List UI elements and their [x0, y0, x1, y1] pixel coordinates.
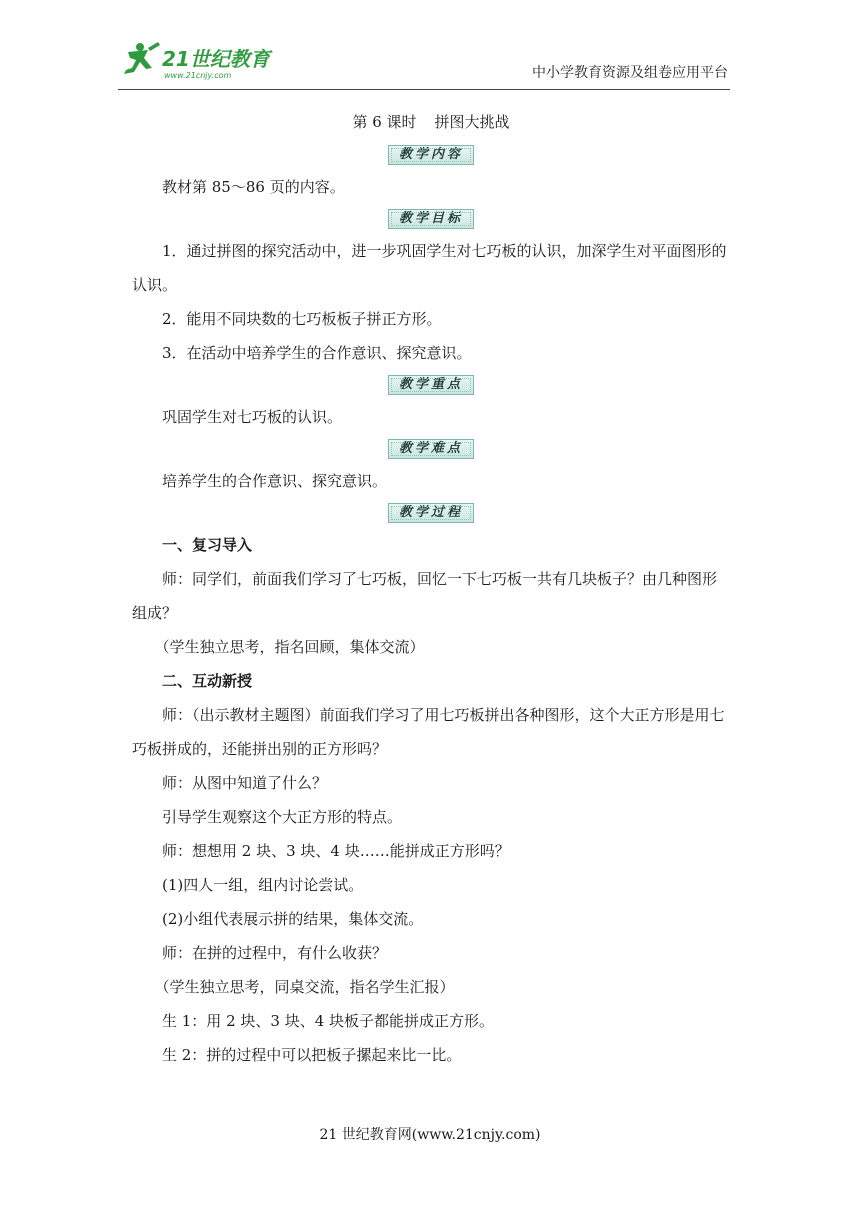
- paragraph: 生 1：用 2 块、3 块、4 块板子都能拼成正方形。: [162, 1012, 495, 1030]
- badge-goals: 教学目标: [388, 209, 474, 229]
- difficulty-text: 培养学生的合作意识、探究意识。: [162, 472, 388, 490]
- goal-item: 2．能用不同块数的七巧板板子拼正方形。: [162, 310, 442, 328]
- badge-content: 教学内容: [388, 145, 474, 165]
- section-heading: 二、互动新授: [162, 672, 253, 690]
- page-header: [0, 0, 860, 92]
- note: （学生独立思考，指名回顾，集体交流）: [154, 638, 425, 656]
- running-figure-icon: [124, 42, 160, 74]
- document-body: [132, 104, 730, 1072]
- paragraph: (1)四人一组，组内讨论尝试。: [162, 876, 364, 894]
- paragraph: (2)小组代表展示拼的结果，集体交流。: [162, 910, 424, 928]
- key-point-text: 巩固学生对七巧板的认识。: [162, 408, 343, 426]
- paragraph: 师：同学们，前面我们学习了七巧板，回忆一下七巧板一共有几块板子？由几种图形组成？: [132, 570, 718, 622]
- badge-key-points: 教学重点: [388, 375, 474, 395]
- paragraph: 师：（出示教材主题图）前面我们学习了用七巧板拼出各种图形，这个大正方形是用七巧板拼成的，还能拼出别的正方形吗？: [132, 706, 725, 758]
- paragraph: 引导学生观察这个大正方形的特点。: [162, 808, 403, 826]
- paragraph: 师：在拼的过程中，有什么收获？: [162, 944, 388, 962]
- header-divider: [118, 89, 730, 90]
- paragraph: 师：从图中知道了什么？: [162, 774, 328, 792]
- page-footer: 21 世纪教育网(www.21cnjy.com): [319, 1127, 541, 1143]
- header-platform-text: 中小学教育资源及组卷应用平台: [532, 65, 728, 81]
- paragraph: 师：想想用 2 块、3 块、4 块……能拼成正方形吗？: [162, 842, 510, 860]
- goal-item: 1．通过拼图的探究活动中，进一步巩固学生对七巧板的认识，加深学生对平面图形的认识。: [132, 242, 727, 294]
- logo-url: www.21cnjy.com: [164, 71, 232, 80]
- content-text: 教材第 85～86 页的内容。: [162, 178, 345, 196]
- goal-item: 3．在活动中培养学生的合作意识、探究意识。: [162, 344, 472, 362]
- badge-process: 教学过程: [388, 503, 474, 523]
- logo: [118, 38, 288, 84]
- paragraph: 生 2：拼的过程中可以把板子摞起来比一比。: [162, 1046, 462, 1064]
- note: （学生独立思考，同桌交流，指名学生汇报）: [154, 978, 455, 996]
- lesson-title: [132, 104, 730, 140]
- lesson-number: 第 6 课时: [352, 113, 417, 131]
- badge-difficulties: 教学难点: [388, 439, 474, 459]
- lesson-name: 拼图大挑战: [434, 113, 510, 131]
- section-heading: 一、复习导入: [162, 536, 253, 554]
- logo-text: 21世纪教育: [162, 47, 270, 71]
